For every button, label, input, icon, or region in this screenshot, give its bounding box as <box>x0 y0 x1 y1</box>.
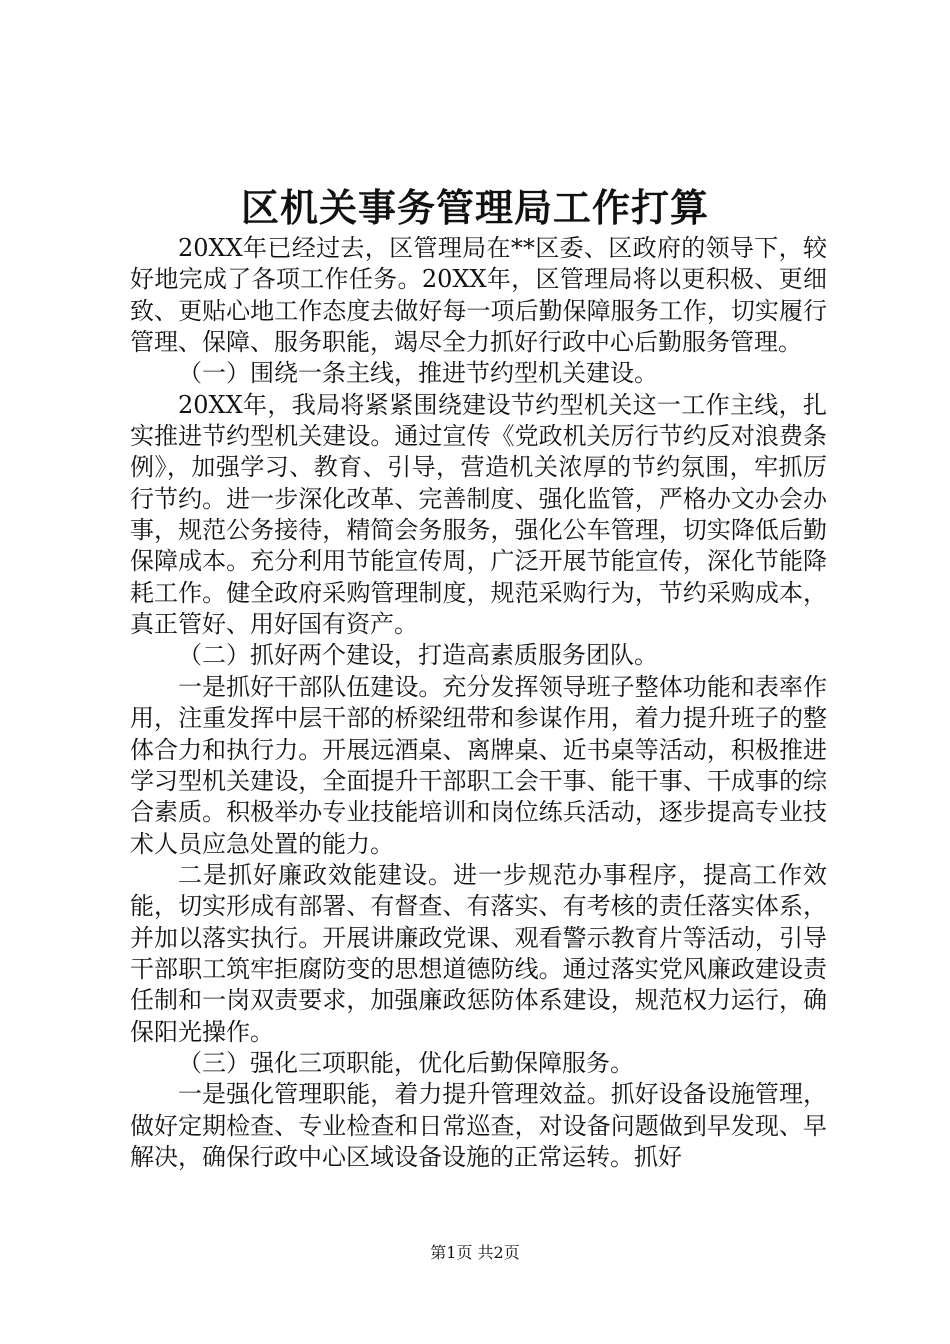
section-heading-2: （二）抓好两个建设，打造高素质服务团队。 <box>178 641 658 670</box>
page-footer: 第1页 共2页 <box>430 1243 520 1262</box>
paragraph-intro: 20XX年已经过去，区管理局在**区委、区政府的领导下，较好地完成了各项工作任务。20XX年，区管理局将以更积极、更细致、更贴心地工作态度去做好每一项后勤保障服务工作，切实履行管理、保障、服务职能，竭尽全力抓好行政中心后勤服务管理。 <box>130 234 827 357</box>
document-body <box>130 233 827 1173</box>
section-heading-3: （三）强化三项职能，优化后勤保障服务。 <box>178 1048 634 1077</box>
paragraph-management-function: 一是强化管理职能，着力提升管理效益。抓好设备设施管理，做好定期检查、专业检查和日常巡查，对设备问题做到早发现、早解决，确保行政中心区域设备设施的正常运转。抓好 <box>130 1080 827 1171</box>
paragraph-cadre-building: 一是抓好干部队伍建设。充分发挥领导班子整体功能和表率作用，注重发挥中层干部的桥梁纽带和参谋作用，着力提升班子的整体合力和执行力。开展远酒桌、离牌桌、近书桌等活动，积极推进学习型机关建设，全面提升干部职工会干事、能干事、干成事的综合素质。积极举办专业技能培训和岗位练兵活动，逐步提高专业技术人员应急处置的能力。 <box>130 672 827 858</box>
section-heading-1: （一）围绕一条主线，推进节约型机关建设。 <box>178 359 658 388</box>
paragraph-integrity-building: 二是抓好廉政效能建设。进一步规范办事程序，提高工作效能，切实形成有部署、有督查、有落实、有考核的责任落实体系，并加以落实执行。开展讲廉政党课、观看警示教育片等活动，引导干部职工筑牢拒腐防变的思想道德防线。通过落实党风廉政建设责任制和一岗双责要求，加强廉政惩防体系建设，规范权力运行，确保阳光操作。 <box>130 860 827 1046</box>
paragraph-section-1: 20XX年，我局将紧紧围绕建设节约型机关这一工作主线，扎实推进节约型机关建设。通过宣传《党政机关厉行节约反对浪费条例》，加强学习、教育、引导，营造机关浓厚的节约氛围，牢抓厉行节约。进一步深化改革、完善制度、强化监管，严格办文办会办事，规范公务接待，精简会务服务，强化公车管理，切实降低后勤保障成本。充分利用节能宣传周，广泛开展节能宣传，深化节能降耗工作。健全政府采购管理制度，规范采购行为，节约采购成本，真正管好、用好国有资产。 <box>130 390 827 639</box>
document-title: 区机关事务管理局工作打算 <box>240 185 709 230</box>
